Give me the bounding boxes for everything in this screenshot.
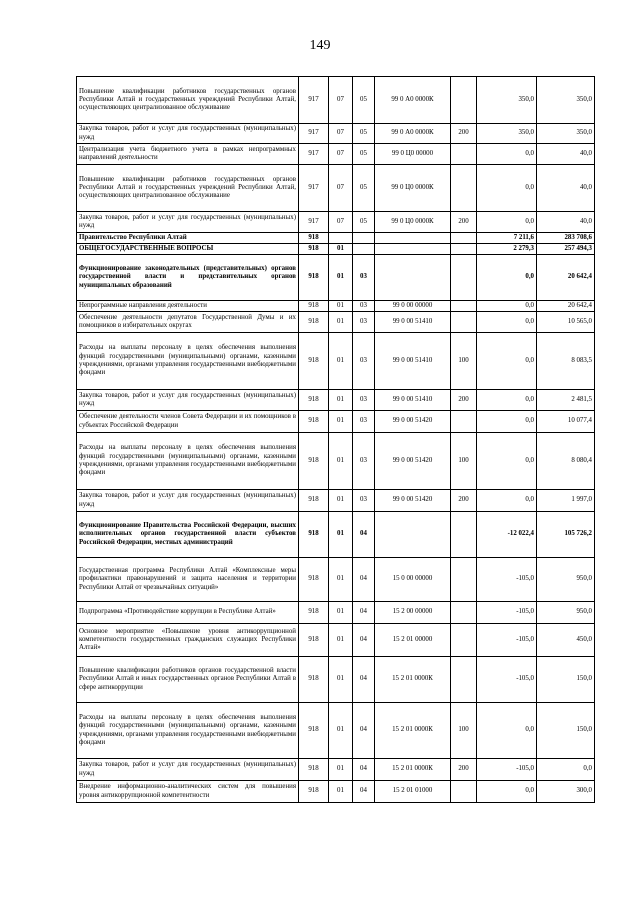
subsection-code: 03	[353, 301, 375, 312]
section-code: 01	[329, 301, 353, 312]
amount-total: 950,0	[537, 602, 595, 624]
expense-type-code	[451, 233, 477, 244]
subsection-code: 04	[353, 512, 375, 558]
target-article-code: 15 0 00 00000	[375, 558, 451, 602]
target-article-code: 15 2 01 01000	[375, 781, 451, 803]
table-row	[77, 512, 595, 558]
row-name: Функционирование Правительства Российской Федерации, высших исполнительных органов государственной власти субъектов Российской Федерации, местных администраций	[77, 512, 299, 558]
amount-total: 20 642,4	[537, 255, 595, 301]
table-row	[77, 390, 595, 411]
table-row	[77, 624, 595, 657]
admin-code: 917	[299, 165, 329, 212]
target-article-code: 99 0 00 51410	[375, 312, 451, 333]
admin-code: 918	[299, 244, 329, 255]
table-row	[77, 312, 595, 333]
table-row	[77, 144, 595, 165]
admin-code: 918	[299, 390, 329, 411]
row-name: Закупка товаров, работ и услуг для государственных (муниципальных) нужд	[77, 124, 299, 144]
section-code: 01	[329, 703, 353, 759]
table-row	[77, 165, 595, 212]
amount-change: -105,0	[477, 759, 537, 781]
subsection-code: 05	[353, 144, 375, 165]
subsection-code: 03	[353, 255, 375, 301]
row-name: Обеспечение деятельности депутатов Государственной Думы и их помощников в избирательных округах	[77, 312, 299, 333]
expense-type-code: 200	[451, 390, 477, 411]
amount-change: 0,0	[477, 212, 537, 233]
row-name: Закупка товаров, работ и услуг для государственных (муниципальных) нужд	[77, 759, 299, 781]
admin-code: 918	[299, 759, 329, 781]
table-row	[77, 602, 595, 624]
amount-change: 2 279,3	[477, 244, 537, 255]
subsection-code: 04	[353, 624, 375, 657]
target-article-code	[375, 255, 451, 301]
section-code: 01	[329, 433, 353, 490]
amount-change: 350,0	[477, 77, 537, 124]
table-row	[77, 411, 595, 433]
table-row	[77, 212, 595, 233]
amount-change: 0,0	[477, 144, 537, 165]
amount-change: 0,0	[477, 333, 537, 390]
target-article-code: 99 0 А0 0000К	[375, 124, 451, 144]
expense-type-code	[451, 624, 477, 657]
section-code: 01	[329, 411, 353, 433]
section-code: 07	[329, 212, 353, 233]
amount-total: 40,0	[537, 144, 595, 165]
admin-code: 917	[299, 212, 329, 233]
row-name: Обеспечение деятельности членов Совета Федерации и их помощников в субъектах Российской Федерации	[77, 411, 299, 433]
section-code: 01	[329, 781, 353, 803]
amount-change: 0,0	[477, 255, 537, 301]
amount-total: 1 997,0	[537, 490, 595, 512]
target-article-code: 99 0 Ц0 00000	[375, 144, 451, 165]
expense-type-code: 100	[451, 333, 477, 390]
row-name: Расходы на выплаты персоналу в целях обеспечения выполнения функций государственными (муниципальными) органами, казенными учреждениями, органами управления государственными внебюджетными фондами	[77, 703, 299, 759]
amount-total: 150,0	[537, 657, 595, 703]
table-row	[77, 759, 595, 781]
amount-total: 350,0	[537, 77, 595, 124]
target-article-code: 15 2 01 0000К	[375, 657, 451, 703]
subsection-code: 03	[353, 411, 375, 433]
expense-type-code	[451, 312, 477, 333]
row-name: Повышение квалификации работников государственных органов Республики Алтай и государственных учреждений Республики Алтай, осуществляющих централизованное обслуживание	[77, 77, 299, 124]
section-code	[329, 233, 353, 244]
expense-type-code: 100	[451, 703, 477, 759]
budget-table	[76, 76, 595, 803]
target-article-code: 15 2 01 0000К	[375, 759, 451, 781]
row-name: Расходы на выплаты персоналу в целях обеспечения выполнения функций государственными (муниципальными) органами, казенными учреждениями, органами управления государственными внебюджетными фондами	[77, 433, 299, 490]
admin-code: 918	[299, 657, 329, 703]
amount-total: 0,0	[537, 759, 595, 781]
amount-change: -105,0	[477, 558, 537, 602]
expense-type-code: 100	[451, 433, 477, 490]
target-article-code: 99 0 00 51410	[375, 333, 451, 390]
target-article-code: 99 0 00 51420	[375, 433, 451, 490]
admin-code: 918	[299, 255, 329, 301]
amount-change: 0,0	[477, 433, 537, 490]
table-row	[77, 301, 595, 312]
admin-code: 918	[299, 624, 329, 657]
table-row	[77, 433, 595, 490]
amount-change: -105,0	[477, 602, 537, 624]
row-name: Закупка товаров, работ и услуг для государственных (муниципальных) нужд	[77, 390, 299, 411]
admin-code: 917	[299, 77, 329, 124]
target-article-code: 15 2 00 00000	[375, 602, 451, 624]
section-code: 01	[329, 558, 353, 602]
admin-code: 918	[299, 411, 329, 433]
row-name: Подпрограмма «Противодействие коррупции в Республике Алтай»	[77, 602, 299, 624]
section-code: 01	[329, 490, 353, 512]
expense-type-code	[451, 512, 477, 558]
amount-change: 7 211,6	[477, 233, 537, 244]
section-code: 01	[329, 602, 353, 624]
subsection-code: 03	[353, 333, 375, 390]
section-code: 01	[329, 390, 353, 411]
amount-change: 0,0	[477, 390, 537, 411]
amount-total: 450,0	[537, 624, 595, 657]
admin-code: 918	[299, 233, 329, 244]
expense-type-code	[451, 411, 477, 433]
expense-type-code	[451, 144, 477, 165]
subsection-code: 03	[353, 312, 375, 333]
target-article-code: 15 2 01 0000К	[375, 703, 451, 759]
amount-total: 40,0	[537, 212, 595, 233]
expense-type-code	[451, 602, 477, 624]
admin-code: 918	[299, 333, 329, 390]
table-row	[77, 558, 595, 602]
expense-type-code	[451, 244, 477, 255]
admin-code: 917	[299, 124, 329, 144]
target-article-code	[375, 512, 451, 558]
target-article-code: 99 0 Ц0 0000К	[375, 212, 451, 233]
section-code: 01	[329, 657, 353, 703]
amount-total: 8 080,4	[537, 433, 595, 490]
expense-type-code	[451, 255, 477, 301]
subsection-code: 03	[353, 433, 375, 490]
subsection-code: 04	[353, 759, 375, 781]
table-row	[77, 333, 595, 390]
row-name: Непрограммные направления деятельности	[77, 301, 299, 312]
row-name: Правительство Республики Алтай	[77, 233, 299, 244]
admin-code: 918	[299, 433, 329, 490]
section-code: 01	[329, 759, 353, 781]
subsection-code: 05	[353, 165, 375, 212]
admin-code: 917	[299, 144, 329, 165]
page-number: 149	[309, 38, 331, 53]
expense-type-code	[451, 301, 477, 312]
amount-change: -105,0	[477, 657, 537, 703]
section-code: 07	[329, 77, 353, 124]
target-article-code	[375, 233, 451, 244]
section-code: 07	[329, 144, 353, 165]
amount-total: 257 494,3	[537, 244, 595, 255]
expense-type-code: 200	[451, 124, 477, 144]
row-name: Основное мероприятие «Повышение уровня антикоррупционной компетентности государственных гражданских служащих Республики Алтай»	[77, 624, 299, 657]
target-article-code: 15 2 01 00000	[375, 624, 451, 657]
table-row	[77, 490, 595, 512]
row-name: Внедрение информационно-аналитических систем для повышения уровня антикоррупционной компетентности	[77, 781, 299, 803]
row-name: ОБЩЕГОСУДАРСТВЕННЫЕ ВОПРОСЫ	[77, 244, 299, 255]
target-article-code	[375, 244, 451, 255]
admin-code: 918	[299, 703, 329, 759]
section-code: 01	[329, 312, 353, 333]
amount-total: 2 481,5	[537, 390, 595, 411]
table-row	[77, 781, 595, 803]
subsection-code	[353, 244, 375, 255]
subsection-code: 03	[353, 390, 375, 411]
amount-change: 0,0	[477, 165, 537, 212]
amount-change: 0,0	[477, 490, 537, 512]
row-name: Расходы на выплаты персоналу в целях обеспечения выполнения функций государственными (муниципальными) органами, казенными учреждениями, органами управления государственными внебюджетными фондами	[77, 333, 299, 390]
subsection-code: 04	[353, 602, 375, 624]
subsection-code	[353, 233, 375, 244]
row-name: Закупка товаров, работ и услуг для государственных (муниципальных) нужд	[77, 490, 299, 512]
section-code: 01	[329, 512, 353, 558]
amount-change: -105,0	[477, 624, 537, 657]
admin-code: 918	[299, 781, 329, 803]
amount-change: 0,0	[477, 781, 537, 803]
row-name: Функционирование законодательных (представительных) органов государственной власти и представительных органов муниципальных образований	[77, 255, 299, 301]
admin-code: 918	[299, 512, 329, 558]
subsection-code: 05	[353, 124, 375, 144]
section-code: 07	[329, 124, 353, 144]
table-row	[77, 255, 595, 301]
subsection-code: 03	[353, 490, 375, 512]
amount-change: 0,0	[477, 312, 537, 333]
table-row	[77, 124, 595, 144]
expense-type-code	[451, 77, 477, 124]
expense-type-code: 200	[451, 759, 477, 781]
expense-type-code	[451, 781, 477, 803]
expense-type-code	[451, 558, 477, 602]
section-code: 01	[329, 255, 353, 301]
amount-change: 0,0	[477, 301, 537, 312]
amount-total: 105 726,2	[537, 512, 595, 558]
row-name: Централизация учета бюджетного учета в рамках непрограммных направлений деятельности	[77, 144, 299, 165]
subsection-code: 05	[353, 212, 375, 233]
table-row	[77, 233, 595, 244]
row-name: Закупка товаров, работ и услуг для государственных (муниципальных) нужд	[77, 212, 299, 233]
expense-type-code: 200	[451, 212, 477, 233]
section-code: 01	[329, 244, 353, 255]
subsection-code: 05	[353, 77, 375, 124]
target-article-code: 99 0 Ц0 0000К	[375, 165, 451, 212]
amount-total: 10 565,0	[537, 312, 595, 333]
expense-type-code	[451, 165, 477, 212]
amount-total: 283 708,6	[537, 233, 595, 244]
target-article-code: 99 0 00 51420	[375, 490, 451, 512]
expense-type-code	[451, 657, 477, 703]
amount-total: 950,0	[537, 558, 595, 602]
table-row	[77, 657, 595, 703]
amount-total: 350,0	[537, 124, 595, 144]
amount-total: 300,0	[537, 781, 595, 803]
section-code: 01	[329, 624, 353, 657]
section-code: 07	[329, 165, 353, 212]
subsection-code: 04	[353, 781, 375, 803]
row-name: Государственная программа Республики Алтай «Комплексные меры профилактики правонарушений и защита населения и территории Республики Алтай от чрезвычайных ситуаций»	[77, 558, 299, 602]
target-article-code: 99 0 00 51410	[375, 390, 451, 411]
amount-change: -12 022,4	[477, 512, 537, 558]
target-article-code: 99 0 А0 0000К	[375, 77, 451, 124]
table-row	[77, 244, 595, 255]
subsection-code: 04	[353, 703, 375, 759]
admin-code: 918	[299, 490, 329, 512]
subsection-code: 04	[353, 657, 375, 703]
row-name: Повышение квалификации работников органов государственной власти Республики Алтай и иных государственных органов Республики Алтай в сфере антикоррупции	[77, 657, 299, 703]
row-name: Повышение квалификации работников государственных органов Республики Алтай и государственных учреждений Республики Алтай, осуществляющих централизованное обслуживание	[77, 165, 299, 212]
amount-total: 40,0	[537, 165, 595, 212]
admin-code: 918	[299, 602, 329, 624]
table-row	[77, 77, 595, 124]
admin-code: 918	[299, 312, 329, 333]
table-row	[77, 703, 595, 759]
target-article-code: 99 0 00 00000	[375, 301, 451, 312]
amount-total: 10 077,4	[537, 411, 595, 433]
amount-total: 20 642,4	[537, 301, 595, 312]
amount-total: 8 083,5	[537, 333, 595, 390]
amount-change: 0,0	[477, 703, 537, 759]
target-article-code: 99 0 00 51420	[375, 411, 451, 433]
subsection-code: 04	[353, 558, 375, 602]
admin-code: 918	[299, 301, 329, 312]
admin-code: 918	[299, 558, 329, 602]
amount-change: 350,0	[477, 124, 537, 144]
expense-type-code: 200	[451, 490, 477, 512]
amount-total: 150,0	[537, 703, 595, 759]
section-code: 01	[329, 333, 353, 390]
amount-change: 0,0	[477, 411, 537, 433]
